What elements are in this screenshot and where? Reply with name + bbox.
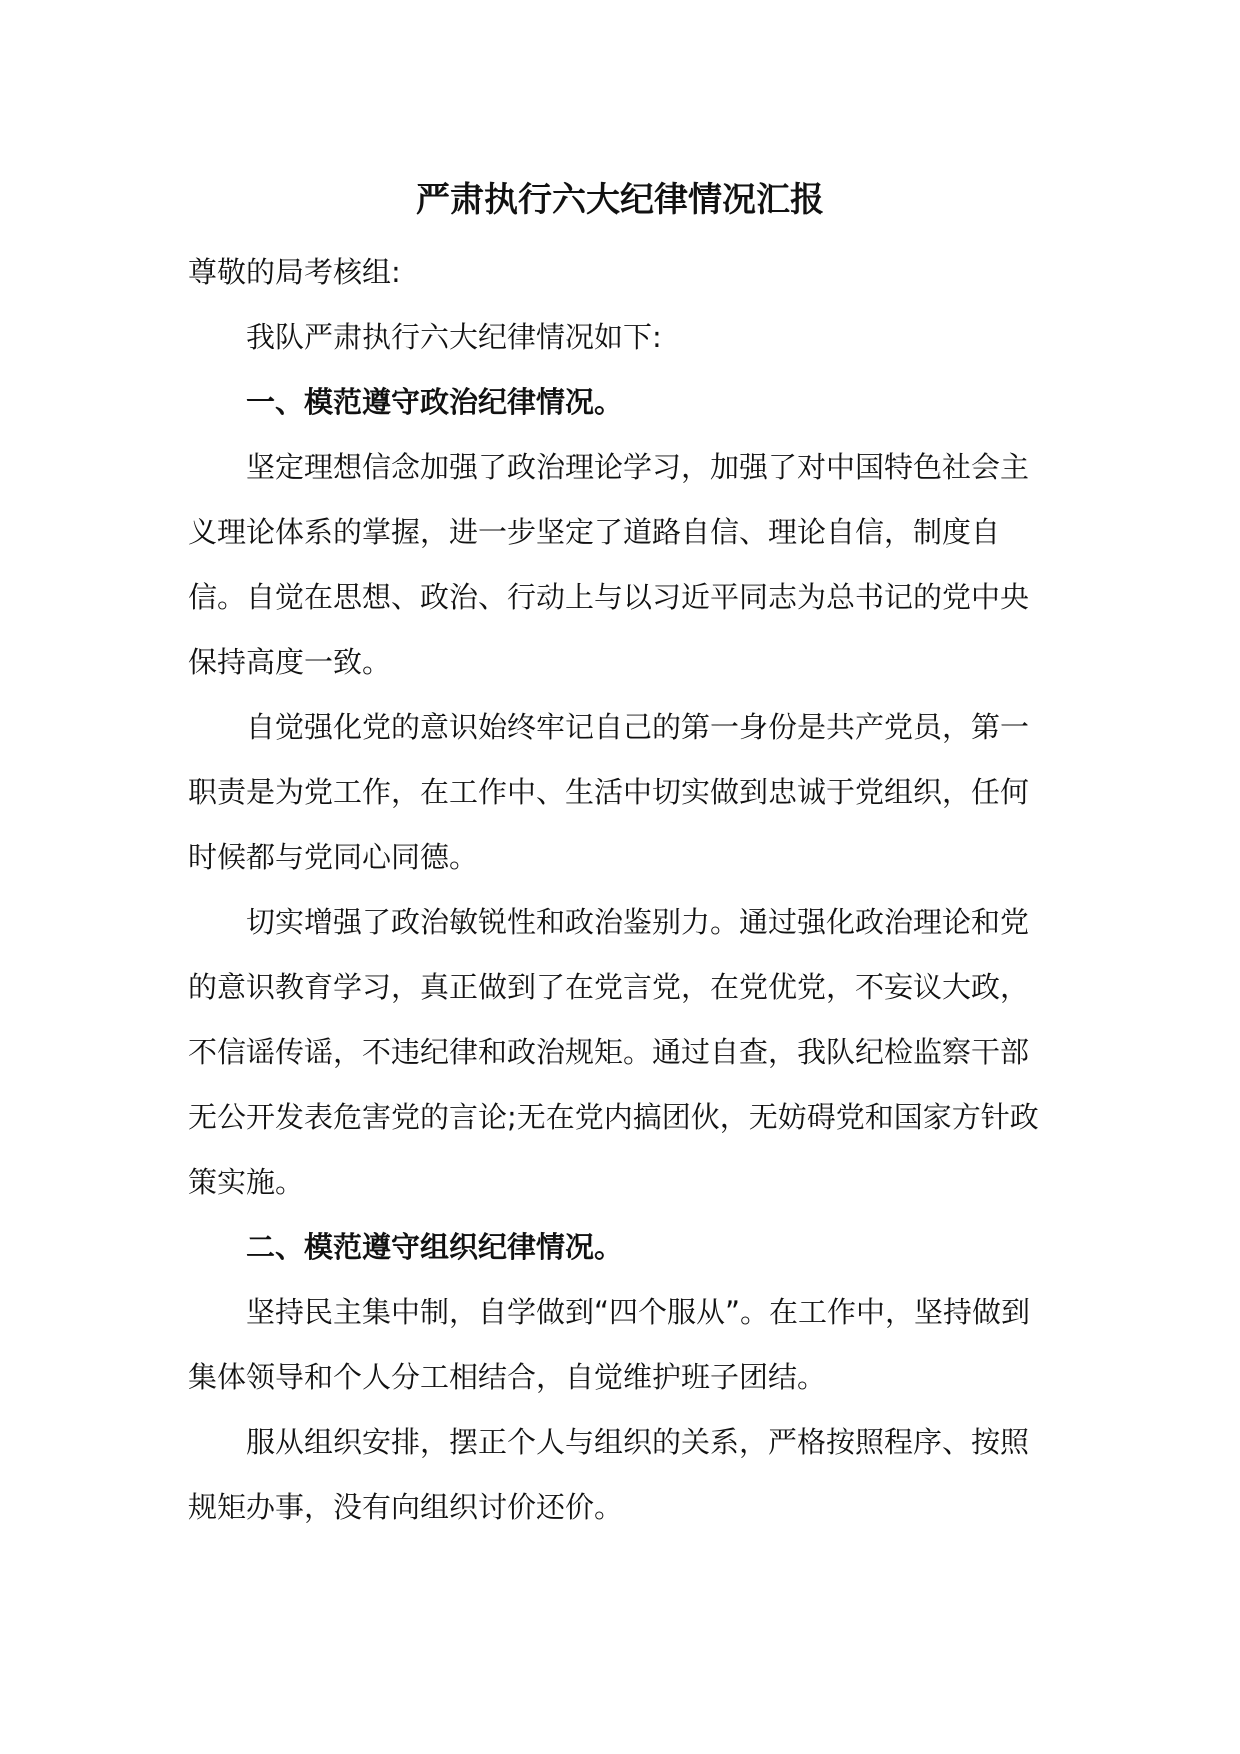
paragraph: 切实增强了政治敏锐性和政治鉴别力。通过强化政治理论和党的意识教育学习，真正做到了在党言党，在党优党，不妄议大政，不信谣传谣，不违纪律和政治规矩。通过自查，我队纪检监察干部无公开发表危害党的言论;无在党内搞团伙，无妨碍党和国家方针政策实施。 — [188, 905, 1039, 1199]
document-body — [188, 370, 1048, 1540]
paragraph: 自觉强化党的意识始终牢记自己的第一身份是共产党员，第一职责是为党工作，在工作中、生活中切实做到忠诚于党组织，任何时候都与党同心同德。 — [188, 710, 1030, 874]
document-title: 严肃执行六大纪律情况汇报 — [416, 180, 824, 220]
section-heading-political: 一、模范遵守政治纪律情况。 — [246, 385, 624, 419]
salutation — [188, 240, 1048, 305]
paragraph: 坚持民主集中制，自学做到“四个服从”。在工作中，坚持做到集体领导和个人分工相结合，自觉维护班子团结。 — [188, 1295, 1031, 1394]
section-heading-organizational: 二、模范遵守组织纪律情况。 — [246, 1230, 624, 1264]
paragraph: 坚定理想信念加强了政治理论学习，加强了对中国特色社会主义理论体系的掌握，进一步坚定了道路自信、理论自信，制度自信。自觉在思想、政治、行动上与以习近平同志为总书记的党中央保持高度一致。 — [188, 450, 1030, 679]
intro-text: 我队严肃执行六大纪律情况如下: — [246, 320, 662, 354]
salutation-text: 尊敬的局考核组: — [188, 255, 401, 289]
intro — [188, 305, 1048, 370]
paragraph: 服从组织安排，摆正个人与组织的关系，严格按照程序、按照规矩办事，没有向组织讨价还价。 — [188, 1425, 1030, 1524]
